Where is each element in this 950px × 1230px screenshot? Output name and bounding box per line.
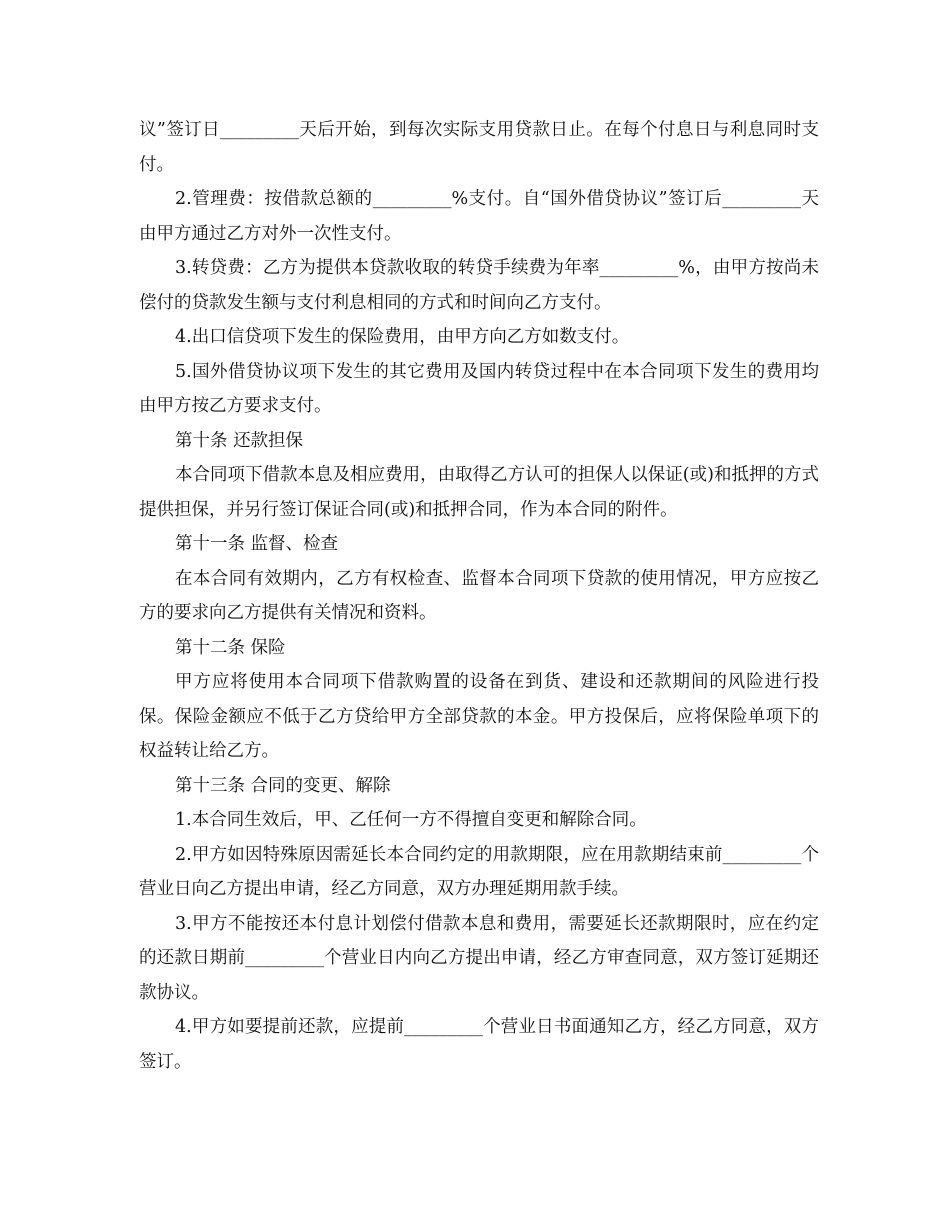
- heading-article-12: 第十二条 保险: [175, 637, 286, 658]
- paragraph-relending-fee: 3.转贷费：乙方为提供本贷款收取的转贷手续费为年率_________%，由甲方按尚未偿付的贷款发生额与支付利息相同的方式和时间向乙方支付。: [139, 258, 819, 313]
- paragraph-management-fee: 2.管理费：按借款总额的_________%支付。自“国外借贷协议”签订后_________天由甲方通过乙方对外一次性支付。: [139, 189, 819, 244]
- paragraph-interest-payment-continued: 议”签订日_________天后开始，到每次实际支用贷款日止。在每个付息日与利息同时支付。: [139, 120, 819, 175]
- paragraph-repayment-guarantee: 本合同项下借款本息及相应费用，由取得乙方认可的担保人以保证(或)和抵押的方式提供担保，并另行签订保证合同(或)和抵押合同，作为本合同的附件。: [139, 465, 819, 520]
- heading-article-10: 第十条 还款担保: [175, 430, 304, 451]
- paragraph-insurance: 甲方应将使用本合同项下借款购置的设备在到货、建设和还款期间的风险进行投保。保险金额应不低于乙方贷给甲方全部贷款的本金。甲方投保后，应将保险单项下的权益转让给乙方。: [139, 672, 819, 761]
- paragraph-extend-repayment: 3.甲方不能按还本付息计划偿付借款本息和费用，需要延长还款期限时，应在约定的还款日期前_________个营业日内向乙方提出申请，经乙方审查同意，双方签订延期还款协议。: [139, 913, 819, 1003]
- paragraph-extend-drawdown: 2.甲方如因特殊原因需延长本合同约定的用款期限，应在用款期结束前_________个营业日向乙方提出申请，经乙方同意，双方办理延期用款手续。: [139, 844, 819, 899]
- paragraph-other-fees: 5.国外借贷协议项下发生的其它费用及国内转贷过程中在本合同项下发生的费用均由甲方按乙方要求支付。: [139, 361, 819, 416]
- heading-article-13: 第十三条 合同的变更、解除: [175, 775, 391, 796]
- heading-article-11: 第十一条 监督、检查: [175, 534, 339, 554]
- paragraph-supervision: 在本合同有效期内，乙方有权检查、监督本合同项下贷款的使用情况，甲方应按乙方的要求向乙方提供有关情况和资料。: [139, 568, 819, 623]
- paragraph-insurance-cost: 4.出口信贷项下发生的保险费用，由甲方向乙方如数支付。: [175, 327, 630, 347]
- document-body: [139, 113, 819, 1079]
- paragraph-no-unilateral-change: 1.本合同生效后，甲、乙任何一方不得擅自变更和解除合同。: [175, 810, 647, 830]
- paragraph-early-repayment: 4.甲方如要提前还款，应提前_________个营业日书面通知乙方，经乙方同意，双方签订。: [139, 1017, 819, 1072]
